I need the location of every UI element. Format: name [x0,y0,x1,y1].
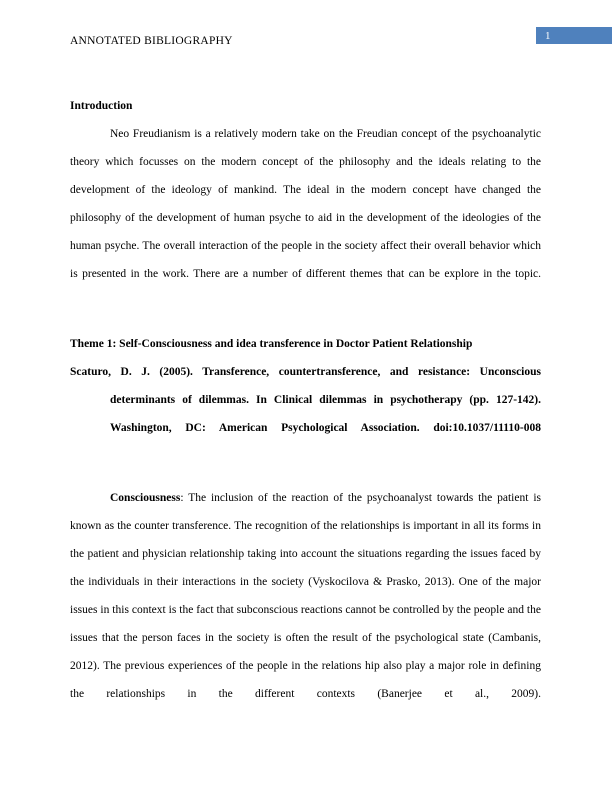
page-number-text: 1 [545,30,551,42]
paragraph-annotation [70,484,541,736]
annotation-body-text: : The inclusion of the reaction of the psychoanalyst towards the patient is known as the counter transference. The recognition of the relationships is important in all its forms in the patient and physician relationship taking into account the situations regarding the issues faced by the individuals in their interactions in the society (Vyskocilova & Prasko, 2013). One of the major issues in this context is the fact that subconscious reactions cannot be controlled by the people and the issues that the person faces in the society is often the result of the psychological state (Cambanis, 2012). The previous experiences of the people in the relations hip also play a major role in defining the relationships in the different contexts (Banerjee et al., 2009). [70,492,541,700]
paragraph-introduction: Neo Freudianism is a relatively modern take on the Freudian concept of the psychoanalytic theory which focusses on the modern concept of the philosophy and the ideals relating to the development of the ideology of mankind. The ideal in the modern concept have changed the philosophy of the development of human psyche to aid in the development of the ideologies of the human psyche. The overall interaction of the people in the society affect their overall behavior which is presented in the work. There are a number of different themes that can be explore in the topic. [70,128,541,280]
spacer [70,470,541,484]
running-header-text: ANNOTATED BIBLIOGRAPHY [70,35,233,47]
annotation-lead-term: Consciousness [110,492,181,504]
heading-theme-1: Theme 1: Self-Consciousness and idea transference in Doctor Patient Relationship [70,338,473,350]
citation-scaturo-2005: Scaturo, D. J. (2005). Transference, countertransference, and resistance: Unconscious determinants of dilemmas. In Clinical dilemmas in psychotherapy (pp. 127-142). Washington, DC: American Psychological Association. doi:10.1037/11110-008 [70,366,541,434]
spacer [70,316,541,330]
heading-introduction: Introduction [70,100,133,112]
running-header [70,32,530,50]
page-number-badge [536,27,612,44]
document-body [70,92,541,736]
